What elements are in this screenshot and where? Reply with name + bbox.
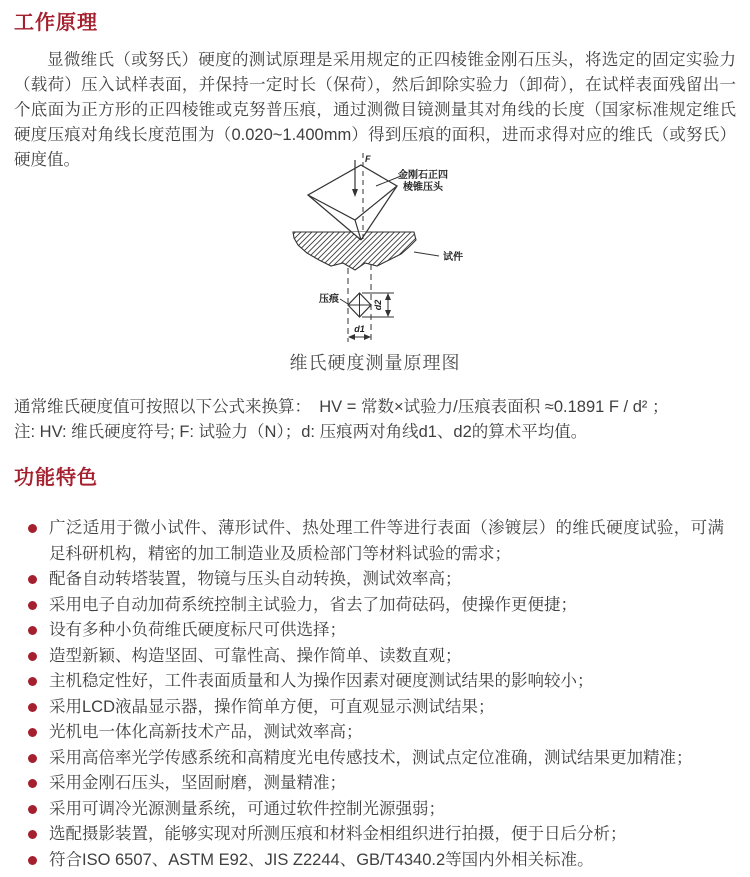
feature-text: 选配摄影装置，能够实现对所测压痕和材料金相组织进行拍摄，便于日后分析； [49, 825, 627, 843]
indentation-label: 压痕 [318, 294, 339, 305]
feature-text: 配备自动转塔装置，物镜与压头自动转换，测试效率高； [49, 570, 462, 588]
feature-item [14, 720, 736, 746]
feature-text: 采用电子自动加荷系统控制主试验力，省去了加荷砝码，使操作更便捷； [49, 595, 577, 614]
principle-paragraph: 显微维氏（或努氏）硬度的测试原理是采用规定的正四棱锥金刚石压头，将选定的固定实验力（载荷）压入试样表面，并保持一定时长（保荷），然后卸除实验力（卸荷），在试样表面残留出一个底面为正方形的正四棱锥或克努普压痕，通过测微目镜测量其对角线的长度（国家标准规定维氏硬度压痕对角线长度范围为（0.020~1.400mm）得到压痕的面积，进而求得对应的维氏（或努氏）硬度值。 [14, 51, 736, 169]
specimen-hatched-block [293, 232, 416, 270]
d2-arrow-top [385, 293, 391, 300]
bullet-icon [28, 626, 37, 635]
feature-item [14, 695, 736, 721]
bullet-icon [28, 652, 37, 661]
feature-list [14, 516, 736, 873]
specimen-label-pointer [414, 252, 439, 256]
feature-item [14, 822, 736, 848]
feature-text: 设有多种小负荷维氏硬度标尺可供选择； [49, 621, 346, 639]
bullet-icon [28, 601, 37, 610]
bullet-icon [28, 754, 37, 763]
feature-item [14, 746, 736, 772]
feature-text: 光机电一体化高新技术产品，测试效率高； [49, 723, 363, 741]
bullet-icon [28, 856, 37, 865]
feature-text: 采用金刚石压头，坚固耐磨，测量精准； [49, 774, 346, 792]
bullet-icon [28, 677, 37, 686]
indentation-diagonals [348, 293, 371, 317]
feature-item [14, 848, 736, 874]
feature-text: 主机稳定性好，工件表面质量和人为操作因素对硬度测试结果的影响较小； [49, 672, 594, 690]
section-title-working-principle: 工作原理 [14, 12, 98, 34]
bullet-icon [28, 575, 37, 584]
d1-arrow-left [348, 334, 355, 340]
feature-text: 符合ISO 6507、ASTM E92、JIS Z2244、GB/T4340.2等国内外相关标准。 [49, 850, 594, 869]
feature-item [14, 644, 736, 670]
d2-label: d2 [372, 299, 383, 311]
feature-text: 造型新颖、构造坚固、可靠性高、操作简单、读数直观； [49, 646, 462, 665]
d1-arrow-right [364, 334, 371, 340]
feature-text: 广泛适用于微小试件、薄形试件、热处理工件等进行表面（渗镀层）的维氏硬度试验，可满足科研机构，精密的加工制造业及质检部门等材料试验的需求； [49, 519, 724, 563]
vickers-principle-figure [273, 150, 478, 375]
vickers-diagram-svg [273, 150, 478, 347]
feature-item [14, 618, 736, 644]
formula-block [14, 395, 736, 445]
feature-item [14, 669, 736, 695]
feature-item [14, 567, 736, 593]
formula-line: 通常维氏硬度值可按照以下公式来换算： HV = 常数×试验力/压痕表面积 ≈0.1891 F / d² ； [14, 398, 669, 416]
feature-item [14, 516, 736, 567]
bullet-icon [28, 805, 37, 814]
feature-item [14, 797, 736, 823]
bullet-icon [28, 779, 37, 788]
bullet-icon [28, 728, 37, 737]
diagram-caption: 维氏硬度测量原理图 [289, 353, 461, 373]
formula-note: 注: HV: 维氏硬度符号; F: 试验力（N）；d: 压痕两对角线d1、d2的算术平均值。 [14, 423, 588, 441]
force-label: F [364, 154, 370, 164]
feature-text: 采用可调冷光源测量系统，可通过软件控制光源强弱； [49, 799, 445, 818]
feature-text: 采用高倍率光学传感系统和高精度光电传感技术，测试点定位准确，测试结果更加精准； [49, 748, 693, 767]
bullet-icon [28, 524, 37, 533]
d1-label: d1 [353, 324, 365, 334]
indenter-pyramid-face [308, 165, 397, 220]
feature-text: 采用LCD液晶显示器，操作简单方便，可直观显示测试结果； [49, 697, 495, 716]
indenter-label-line1: 金刚石正四 [397, 170, 448, 181]
feature-item [14, 593, 736, 619]
bullet-icon [28, 703, 37, 712]
d2-arrow-bottom [385, 310, 391, 317]
section-title-features: 功能特色 [14, 467, 98, 489]
feature-item [14, 771, 736, 797]
bullet-icon [28, 830, 37, 839]
specimen-label: 试件 [442, 252, 463, 263]
indentation-label-pointer [340, 299, 348, 304]
indenter-label-line2: 棱锥压头 [402, 182, 443, 193]
